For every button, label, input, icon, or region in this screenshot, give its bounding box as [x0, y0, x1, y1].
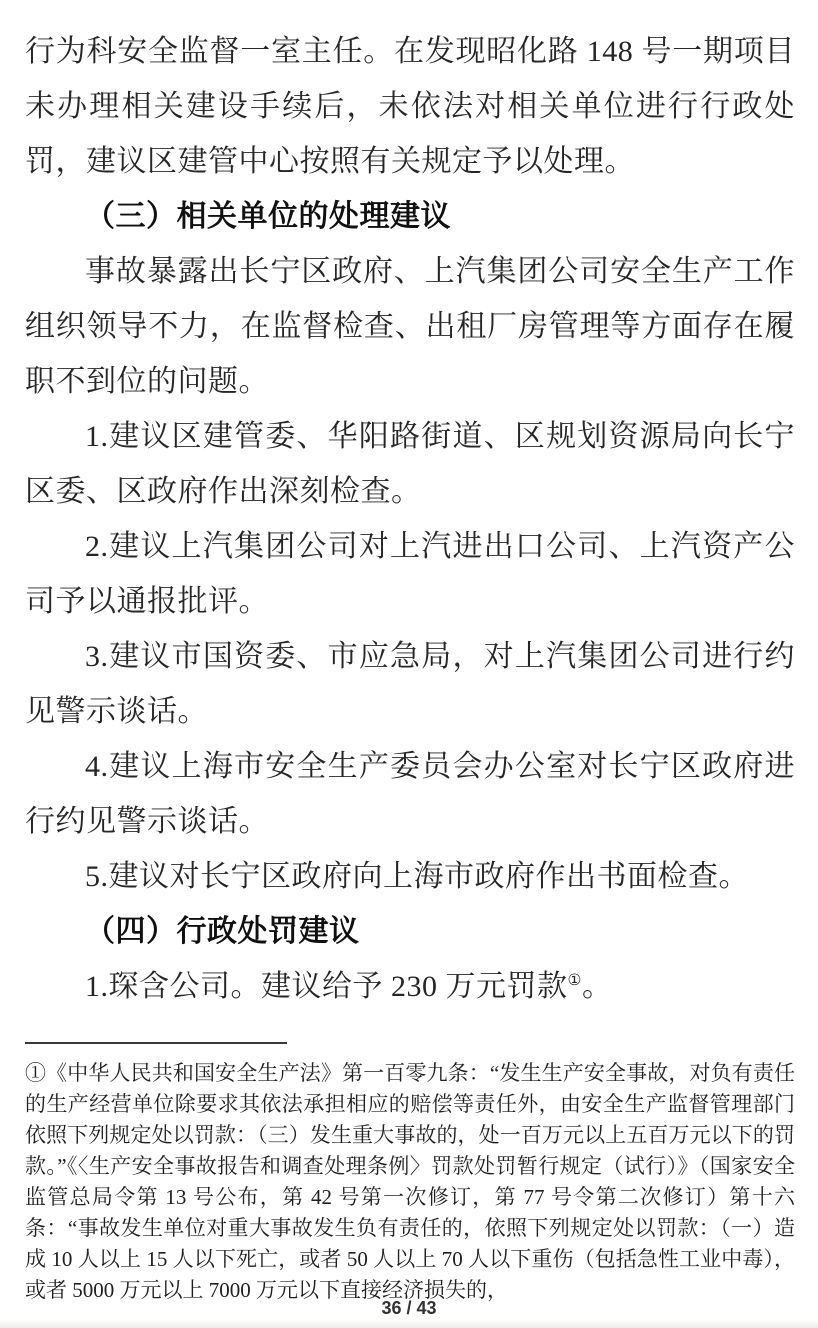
recommendation-item-5: 5.建议对长宁区政府向上海市政府作出书面检查。: [85, 860, 749, 893]
footnote-reference-1: ①: [567, 972, 582, 989]
penalty-item-1-tail: 。: [581, 970, 613, 1003]
footnote-body: 《中华人民共和国安全生产法》第一百零九条：“发生生产安全事故，对负有责任的生产经营单位除要求其依法承担相应的赔偿等责任外，由安全生产监督管理部门依照下列规定处以罚款：（三）发生重大事故的，处一百万元以上五百万元以下的罚款。”《〈生产安全事故报告和调查处理条例〉罚款处罚暂行规定（试行）》（国家安全监管总局令第 13 号公布，第 42 号第一次修订，第 77 号令第二次修订）第十六条：“事故发生单位对重大事故发生负有责任的，依照下列规定处以罚款：（一）造成 10 人以上 15 人以下死亡，或者 50 人以上 70 人以下重伤（包括急性工业中毒），或者 5000 万元以上 7000 万元以下直接经济损失的，: [25, 1061, 796, 1302]
footnote-section: [25, 1042, 795, 1306]
section-heading-4: （四）行政处罚建议: [85, 915, 360, 948]
penalty-item-1-text: 1.琛含公司。建议给予 230 万元罚款: [85, 970, 568, 1003]
paragraph-continuation: 行为科安全监督一室主任。在发现昭化路 148 号一期项目未办理相关建设手续后，未依法对相关单位进行行政处罚，建议区建管中心按照有关规定予以处理。: [25, 35, 795, 178]
paragraph-overview: 事故暴露出长宁区政府、上汽集团公司安全生产工作组织领导不力，在监督检查、出租厂房管理等方面存在履职不到位的问题。: [25, 255, 795, 398]
recommendation-item-3: 3.建议市国资委、市应急局，对上汽集团公司进行约见警示谈话。: [25, 640, 795, 728]
footnote-separator: [25, 1042, 287, 1044]
recommendation-item-2: 2.建议上汽集团公司对上汽进出口公司、上汽资产公司予以通报批评。: [25, 530, 795, 618]
page-number: 36 / 43: [381, 1298, 437, 1318]
section-heading-3: （三）相关单位的处理建议: [85, 200, 451, 233]
footnote-text: [25, 1058, 795, 1306]
footnote-marker: ①: [25, 1061, 47, 1085]
recommendation-item-4: 4.建议上海市安全生产委员会办公室对长宁区政府进行约见警示谈话。: [25, 750, 795, 838]
recommendation-item-1: 1.建议区建管委、华阳路街道、区规划资源局向长宁区委、区政府作出深刻检查。: [25, 420, 795, 508]
penalty-item-1: [25, 959, 795, 1014]
